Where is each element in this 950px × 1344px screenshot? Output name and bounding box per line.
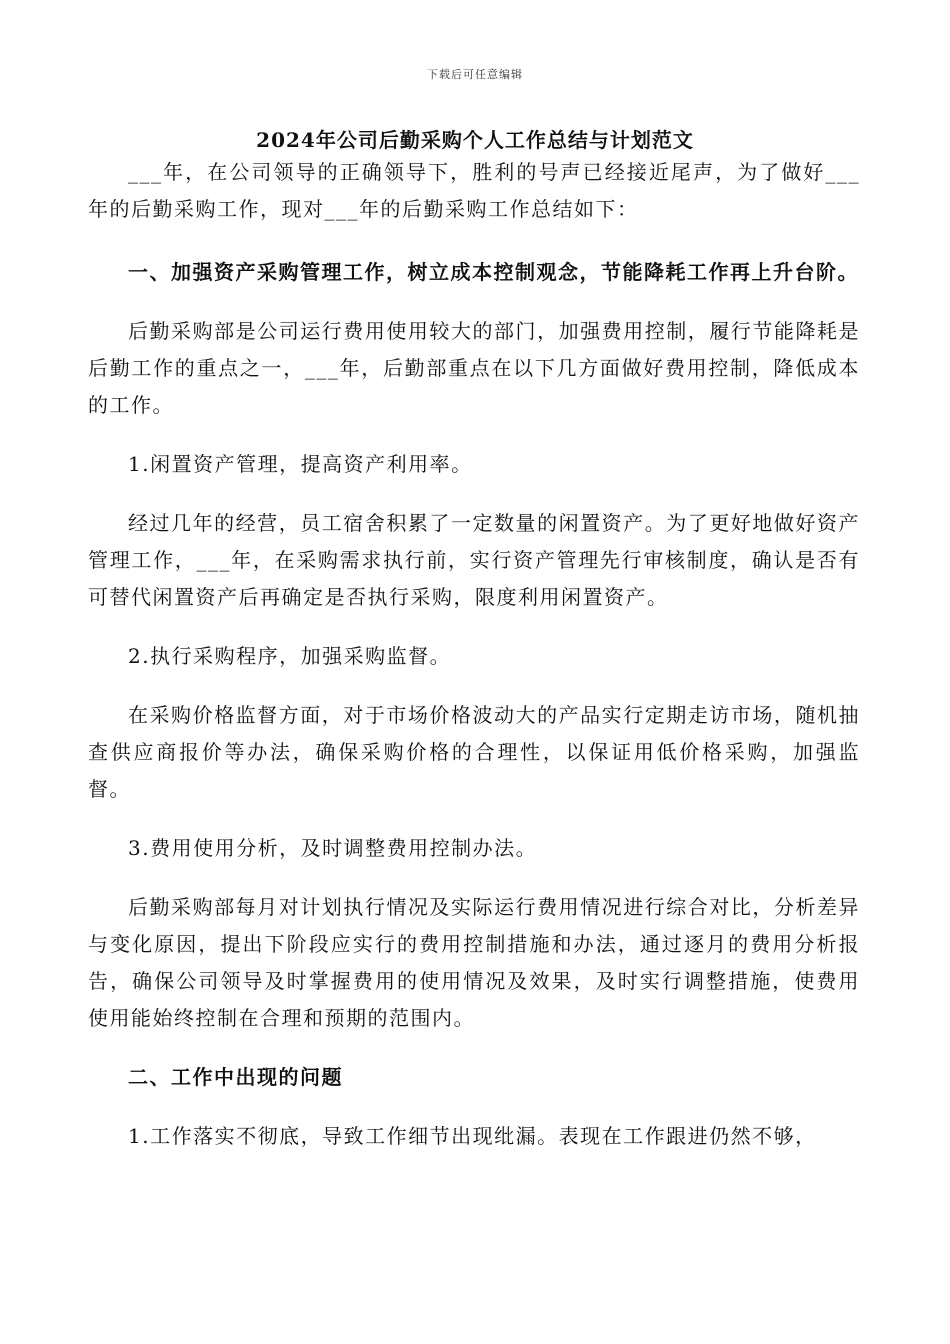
section-1-item-3-text: 后勤采购部每月对计划执行情况及实际运行费用情况进行综合对比，分析差异与变化原因，提出下阶段应实行的费用控制措施和办法，通过逐月的费用分析报告，确保公司领导及时掌握费用的使用情况及效果，及时实行调整措施，使费用使用能始终控制在合理和预期的范围内。 xyxy=(88,895,860,1030)
document-body xyxy=(88,154,860,1155)
section-1-heading: 一、加强资产采购管理工作，树立成本控制观念，节能降耗工作再上升台阶。 xyxy=(128,260,859,284)
section-2-item-1: 1.工作落实不彻底，导致工作细节出现纰漏。表现在工作跟进仍然不够， xyxy=(128,1124,817,1148)
section-1-item-3: 3.费用使用分析，及时调整费用控制办法。 xyxy=(128,836,538,860)
header-note: 下载后可任意编辑 xyxy=(427,68,523,81)
section-1-item-1: 1.闲置资产管理，提高资产利用率。 xyxy=(128,452,473,476)
section-1-paragraph: 后勤采购部是公司运行费用使用较大的部门，加强费用控制，履行节能降耗是后勤工作的重点之一，___年，后勤部重点在以下几方面做好费用控制，降低成本的工作。 xyxy=(88,319,860,417)
section-1-item-1-text: 经过几年的经营，员工宿舍积累了一定数量的闲置资产。为了更好地做好资产管理工作，___年，在采购需求执行前，实行资产管理先行审核制度，确认是否有可替代闲置资产后再确定是否执行采购，限度利用闲置资产。 xyxy=(88,511,860,609)
intro-paragraph: ___年，在公司领导的正确领导下，胜利的号声已经接近尾声，为了做好___年的后勤采购工作，现对___年的后勤采购工作总结如下： xyxy=(88,160,860,221)
section-1-item-2: 2.执行采购程序，加强采购监督。 xyxy=(128,644,452,668)
section-2-heading: 二、工作中出现的问题 xyxy=(128,1065,343,1089)
section-1-item-2-text: 在采购价格监督方面，对于市场价格波动大的产品实行定期走访市场，随机抽查供应商报价等办法，确保采购价格的合理性，以保证用低价格采购，加强监督。 xyxy=(88,703,860,801)
document-title: 2024年公司后勤采购个人工作总结与计划范文 xyxy=(256,128,694,152)
